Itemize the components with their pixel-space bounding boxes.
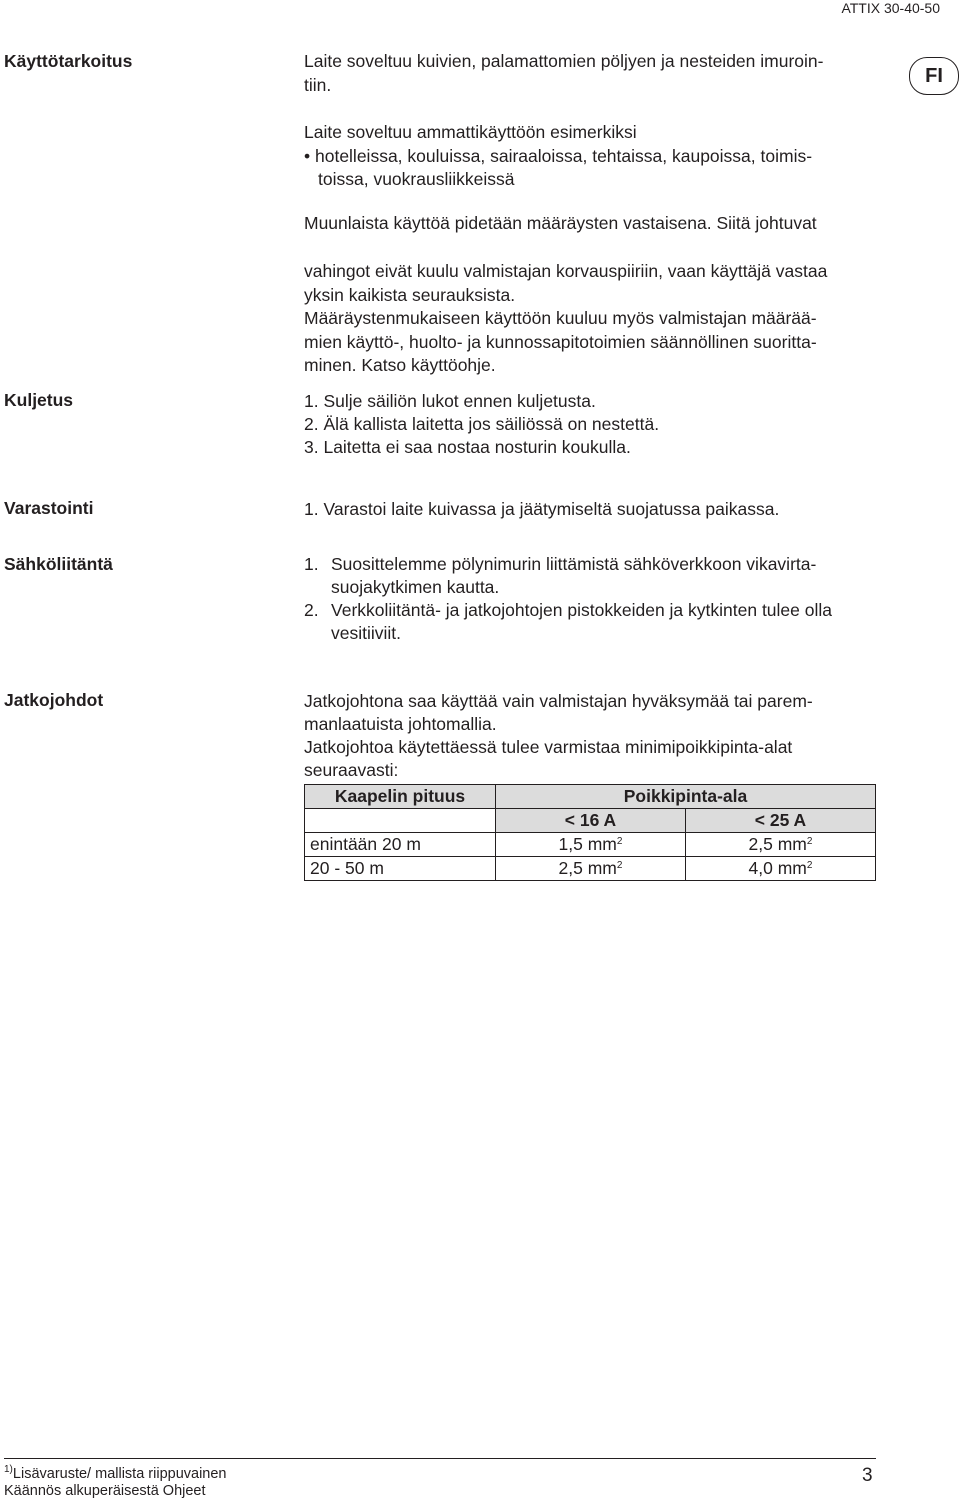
paragraph-line: Laite soveltuu ammattikäyttöön esimerkiksi [304,122,637,142]
footer-divider [4,1458,876,1459]
table-cell-value: 4,0 $mm^2$ [686,857,876,881]
bullet-item: • hotelleissa, kouluissa, sairaaloissa, tehtaissa, kaupoissa, toimis- [304,146,813,166]
table-cell-value: 2,5 $mm^2$ [496,857,686,881]
list-item: 3. Laitetta ei saa nostaa nosturin koukulla. [304,437,631,457]
section-heading-kuljetus: Kuljetus [4,390,74,410]
page-number: 3 [862,1465,873,1486]
paragraph-line: yksin kaikista seurauksista. [304,285,516,305]
list-number: 1. [304,554,319,574]
table-header-cross-section: Poikkipinta-ala [496,785,876,809]
paragraph-line: vahingot eivät kuulu valmistajan korvauspiiriin, vaan käyttäjä vastaa [304,261,828,281]
table-cell-value: 2,5 $mm^2$ [686,833,876,857]
section-heading-jatkojohdot: Jatkojohdot [4,690,104,710]
paragraph-line: mien käyttö-, huolto- ja kunnossapitotoimien säännöllinen suoritta- [304,332,817,352]
table-subheader-25a: < 25 A [686,809,876,833]
document-model-header: ATTIX 30-40-50 [841,0,940,16]
paragraph-line: Jatkojohtoa käytettäessä tulee varmistaa minimipoikkipinta-alat [304,737,793,757]
table-cell-length: 20 - 50 m [305,857,496,881]
section-heading-varastointi: Varastointi [4,498,94,518]
table-row [305,857,876,881]
table-header-cable-length: Kaapelin pituus [305,785,496,809]
paragraph-line: tiin. [304,75,332,95]
list-item: 1. Varastoi laite kuivassa ja jäätymiseltä suojatussa paikassa. [304,499,780,519]
bullet-item-continuation: toissa, vuokrausliikkeissä [318,169,515,189]
list-item-continuation: suojakytkimen kautta. [331,577,500,597]
list-item: 2. Älä kallista laitetta jos säiliössä on nestettä. [304,414,660,434]
paragraph-line: minen. Katso käyttöohje. [304,355,496,375]
list-item-continuation: vesitiiviit. [331,623,402,643]
table-cell-length: enintään 20 m [305,833,496,857]
table-subheader-16a: < 16 A [496,809,686,833]
section-heading-kayttotarkoitus: Käyttötarkoitus [4,51,133,71]
list-item: Verkkoliitäntä- ja jatkojohtojen pistokkeiden ja kytkinten tulee olla [331,600,832,620]
section-heading-sahkoliitanta: Sähköliitäntä [4,554,113,574]
list-number: 2. [304,600,319,620]
paragraph-line: Määräystenmukaiseen käyttöön kuuluu myös valmistajan määrää- [304,308,817,328]
table-row [305,833,876,857]
list-item: 1. Sulje säiliön lukot ennen kuljetusta. [304,391,596,411]
paragraph-line: manlaatuista johtomallia. [304,714,497,734]
paragraph-line: seuraavasti: [304,760,399,780]
paragraph-line: Laite soveltuu kuivien, palamattomien pöljyen ja nesteiden imuroin- [304,51,824,71]
footnote: $^{1)}$Lisävaruste/ mallista riippuvainen [4,1464,227,1482]
language-badge: FI [909,57,959,95]
table-cell-value: 1,5 $mm^2$ [496,833,686,857]
paragraph-line: Muunlaista käyttöä pidetään määräysten vastaisena. Siitä johtuvat [304,213,817,233]
list-item: Suosittelemme pölynimurin liittämistä sähköverkkoon vikavirta- [331,554,817,574]
cable-cross-section-table [304,784,876,881]
table-cell-empty [305,809,496,833]
paragraph-line: Jatkojohtona saa käyttää vain valmistajan hyväksymää tai parem- [304,691,813,711]
translation-note: Käännös alkuperäisestä Ohjeet [4,1483,206,1499]
